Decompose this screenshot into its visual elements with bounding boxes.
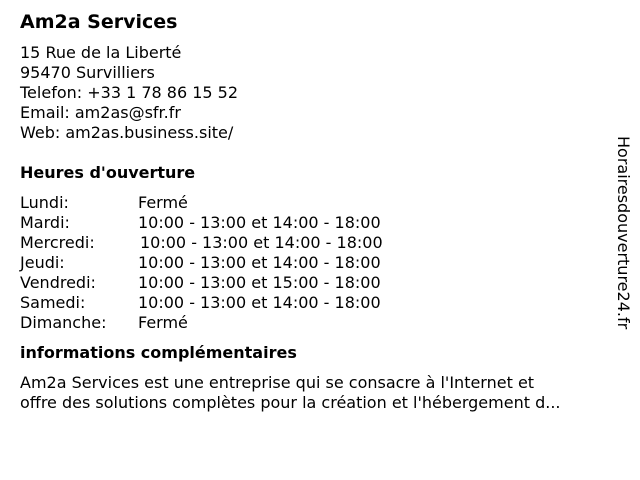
hours-heading: Heures d'ouverture	[20, 163, 196, 182]
hours-row-tuesday	[20, 213, 610, 233]
day-hours: 10:00 - 13:00 et 14:00 - 18:00	[138, 293, 381, 312]
site-watermark: Horairesdouverture24.fr	[614, 136, 633, 330]
info-line-2: offre des solutions complètes pour la création et l'hébergement d...	[20, 393, 561, 412]
day-hours: 10:00 - 13:00 et 14:00 - 18:00	[138, 253, 381, 272]
address-line-1: 15 Rue de la Liberté	[20, 43, 182, 62]
hours-row-thursday	[20, 253, 610, 273]
web-line: Web: am2as.business.site/	[20, 123, 234, 142]
hours-row-sunday	[20, 313, 610, 333]
day-label: Dimanche:	[20, 313, 107, 332]
day-label: Jeudi:	[20, 253, 65, 272]
day-label: Lundi:	[20, 193, 69, 212]
day-hours: Fermé	[138, 193, 188, 212]
day-hours: 10:00 - 13:00 et 14:00 - 18:00	[140, 233, 383, 252]
hours-row-friday	[20, 273, 610, 293]
contact-block	[20, 43, 610, 143]
opening-hours-table	[20, 193, 610, 333]
day-label: Mercredi:	[20, 233, 95, 252]
day-label: Samedi:	[20, 293, 86, 312]
business-name: Am2a Services	[20, 11, 178, 33]
day-hours: 10:00 - 13:00 et 14:00 - 18:00	[138, 213, 381, 232]
day-label: Vendredi:	[20, 273, 96, 292]
hours-row-monday	[20, 193, 610, 213]
phone-line: Telefon: +33 1 78 86 15 52	[20, 83, 239, 102]
day-hours: 10:00 - 13:00 et 15:00 - 18:00	[138, 273, 381, 292]
day-label: Mardi:	[20, 213, 70, 232]
email-line: Email: am2as@sfr.fr	[20, 103, 181, 122]
business-card	[20, 10, 610, 413]
hours-row-saturday	[20, 293, 610, 313]
day-hours: Fermé	[138, 313, 188, 332]
info-description	[20, 373, 610, 413]
info-line-1: Am2a Services est une entreprise qui se consacre à l'Internet et	[20, 373, 535, 392]
hours-row-wednesday	[20, 233, 610, 253]
address-line-2: 95470 Survilliers	[20, 63, 155, 82]
info-heading: informations complémentaires	[20, 343, 297, 362]
